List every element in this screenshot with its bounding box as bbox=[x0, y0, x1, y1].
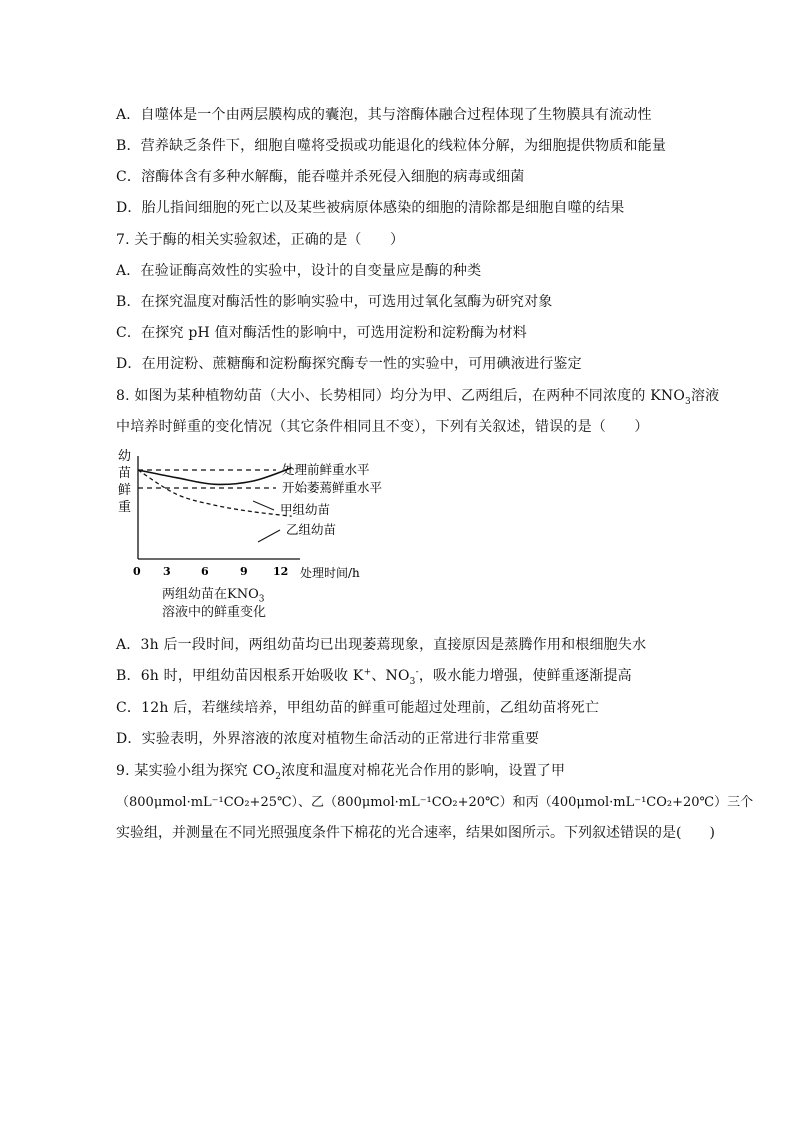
y-label-char-3: 鲜 bbox=[118, 483, 132, 498]
q8-option-b bbox=[116, 665, 632, 687]
q6-option-c: C．溶酶体含有多种水解酶，能吞噬并杀死侵入细胞的病毒或细菌 bbox=[116, 169, 525, 185]
x-tick-3: 3 bbox=[163, 565, 171, 578]
y-label-char-1: 幼 bbox=[118, 449, 132, 464]
q8-stem-sub: 3 bbox=[685, 396, 691, 407]
caption-sub: 3 bbox=[258, 594, 265, 605]
q8-stem-line2: 中培养时鲜重的变化情况（其它条件相同且不变），下列有关叙述，错误的是（ ） bbox=[116, 419, 649, 435]
x-tick-9: 9 bbox=[240, 565, 248, 578]
q6-option-a: A．自噬体是一个由两层膜构成的囊泡，其与溶酶体融合过程体现了生物膜具有流动性 bbox=[116, 107, 652, 123]
q8-b-text-b: 、NO bbox=[371, 668, 410, 684]
q8-b-text-c: ，吸水能力增强，使鲜重逐渐提高 bbox=[418, 668, 632, 684]
q7-option-d: D．在用淀粉、蔗糖酶和淀粉酶探究酶专一性的实验中，可用碘液进行鉴定 bbox=[116, 356, 582, 372]
q7-option-b: B．在探究温度对酶活性的影响实验中，可选用过氧化氢酶为研究对象 bbox=[116, 294, 553, 310]
caption-text-a: 两组幼苗在KNO bbox=[162, 587, 259, 602]
q8-b-sub: 3 bbox=[409, 676, 416, 687]
x-tick-12: 12 bbox=[273, 565, 289, 578]
label-wilting: 开始萎蔫鲜重水平 bbox=[282, 480, 383, 495]
q9-stem-line3: 实验组，并测量在不同光照强度条件下棉花的光合速率，结果如图所示。下列叙述错误的是( ) bbox=[116, 825, 715, 841]
label-jia: 甲组幼苗 bbox=[280, 502, 331, 517]
q8-option-d: D．实验表明，外界溶液的浓度对植物生命活动的正常进行非常重要 bbox=[116, 731, 540, 747]
y-axis-label bbox=[118, 449, 131, 515]
q8-b-sup1: + bbox=[363, 667, 372, 678]
chart-caption-line2: 溶液中的鲜重变化 bbox=[162, 605, 267, 620]
q7-option-c: C．在探究 pH 值对酶活性的影响中，可选用淀粉和淀粉酶为材料 bbox=[116, 325, 527, 341]
x-axis-label: 处理时间/h bbox=[300, 566, 360, 580]
q8-b-text-a: B．6h 时，甲组幼苗因根系开始吸收 K bbox=[116, 668, 364, 684]
label-yi: 乙组幼苗 bbox=[286, 522, 337, 537]
leader-yi bbox=[258, 530, 280, 542]
q9-text-b: 浓度和温度对棉花光合作用的影响，设置了甲 bbox=[281, 763, 566, 779]
x-tick-6: 6 bbox=[201, 565, 209, 578]
x-origin-label: 0 bbox=[133, 565, 141, 578]
q9-text-a: 9. 某实验小组为探究 CO bbox=[116, 763, 276, 779]
q7-option-a: A．在验证酶高效性的实验中，设计的自变量应是酶的种类 bbox=[116, 263, 482, 279]
q9-stem-line1 bbox=[116, 760, 565, 782]
y-label-char-2: 苗 bbox=[118, 466, 132, 481]
q6-option-b: B．营养缺乏条件下，细胞自噬将受损或功能退化的线粒体分解，为细胞提供物质和能量 bbox=[116, 138, 667, 154]
q6-option-d: D．胎儿指间细胞的死亡以及某些被病原体感染的细胞的清除都是细胞自噬的结果 bbox=[116, 200, 625, 216]
q8-stem-line1 bbox=[116, 385, 719, 407]
q9-stem-line2: （800μmol·mL⁻¹CO₂+25℃）、乙（800μmol·mL⁻¹CO₂+20℃）和丙（400μmol·mL⁻¹CO₂+20℃）三个 bbox=[116, 795, 754, 810]
q8-option-c: C．12h 后，若继续培养，甲组幼苗的鲜重可能超过处理前，乙组幼苗将死亡 bbox=[116, 700, 600, 716]
q9-sub: 2 bbox=[275, 771, 282, 782]
q8-b-sup2: - bbox=[415, 667, 419, 678]
y-label-char-4: 重 bbox=[118, 500, 132, 515]
q8-option-a: A．3h 后一段时间，两组幼苗均已出现萎蔫现象，直接原因是蒸腾作用和根细胞失水 bbox=[116, 637, 647, 653]
q7-stem: 7. 关于酶的相关实验叙述，正确的是（ ） bbox=[116, 232, 405, 248]
leader-jia bbox=[253, 501, 274, 510]
q8-stem-text-a: 8. 如图为某种植物幼苗（大小、长势相同）均分为甲、乙两组后，在两种不同浓度的 KNO bbox=[116, 388, 686, 404]
label-pre-treatment: 处理前鲜重水平 bbox=[282, 462, 370, 477]
q8-stem-text-b: 溶液 bbox=[690, 388, 720, 404]
